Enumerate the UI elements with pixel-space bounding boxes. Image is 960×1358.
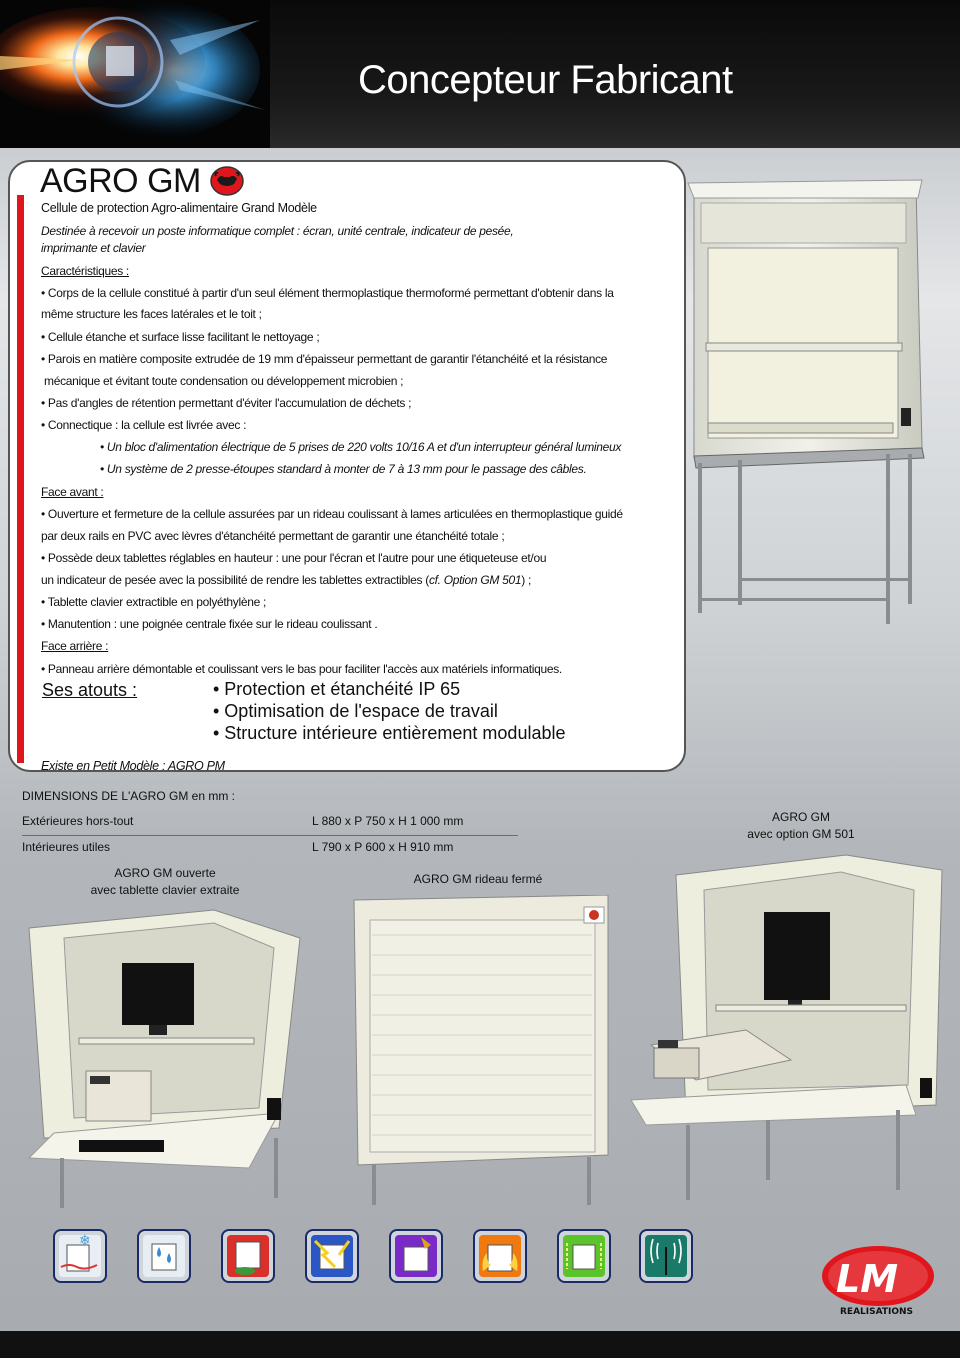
back-item: • Panneau arrière démontable et coulissant vers le bas pour faciliter l'accès aux matériels informatiques. bbox=[41, 662, 562, 676]
caption-option bbox=[720, 809, 882, 843]
cold-icon bbox=[53, 1229, 107, 1283]
bull-icon bbox=[210, 166, 244, 196]
characteristic-item: • Pas d'angles de rétention permettant d'éviter l'accumulation de déchets ; bbox=[41, 396, 412, 410]
caption-line: avec option GM 501 bbox=[747, 827, 855, 841]
front-item-text: un indicateur de pesée avec la possibilité de rendre les tablettes extractibles ( bbox=[41, 573, 429, 587]
atout-item: • Optimisation de l'espace de travail bbox=[213, 701, 498, 721]
connectivity-subitem: • Un bloc d'alimentation électrique de 5 prises de 220 volts 10/16 A et d'un interrupteur général lumineux bbox=[100, 440, 622, 454]
cabinet-photo-closed bbox=[352, 895, 614, 1205]
option-reference: cf. Option GM 501 bbox=[428, 573, 522, 587]
caption-open bbox=[60, 865, 270, 899]
antenna-icon bbox=[639, 1229, 693, 1283]
characteristic-item-cont: même structure les faces latérales et le toit ; bbox=[41, 307, 262, 321]
atout-item: • Structure intérieure entièrement modulable bbox=[213, 723, 566, 743]
water-icon bbox=[137, 1229, 191, 1283]
characteristic-item: • Connectique : la cellule est livrée avec : bbox=[41, 418, 247, 432]
caption-closed: AGRO GM rideau fermé bbox=[413, 872, 543, 886]
brand-sub: REALISATIONS bbox=[840, 1307, 914, 1316]
connectivity-subitem: • Un système de 2 presse-étoupes standard à monter de 7 à 13 mm pour le passage des câbles. bbox=[100, 462, 587, 476]
front-item: • Tablette clavier extractible en polyéthylène ; bbox=[41, 595, 267, 609]
svg-text:LM: LM bbox=[836, 1257, 899, 1301]
characteristic-item: • Corps de la cellule constitué à partir d'un seul élément thermoplastique thermoformé permettant d'obtenir dans la bbox=[41, 286, 614, 300]
product-name: AGRO GM bbox=[40, 162, 201, 200]
front-item-text: ) ; bbox=[521, 573, 531, 587]
meat-icon bbox=[221, 1229, 275, 1283]
dimension-label: Intérieures utiles bbox=[22, 840, 111, 854]
header-banner bbox=[0, 0, 960, 148]
fire-icon bbox=[473, 1229, 527, 1283]
small-model-note: Existe en Petit Modèle : AGRO PM bbox=[41, 759, 225, 773]
characteristic-item: • Parois en matière composite extrudée de 19 mm d'épaisseur permettant de garantir l'étanchéité et la résistance bbox=[41, 352, 608, 366]
lm-realisations-logo bbox=[818, 1244, 942, 1316]
characteristic-item: • Cellule étanche et surface lisse facilitant le nettoyage ; bbox=[41, 330, 320, 344]
cabinet-photo-main bbox=[686, 158, 944, 770]
burst-logo-icon bbox=[0, 0, 270, 148]
front-item-cont: par deux rails en PVC avec lèvres d'étanchéité permettant de garantir une étanchéité totale ; bbox=[41, 529, 505, 543]
cabinet-photo-open bbox=[24, 908, 304, 1208]
atouts-label: Ses atouts : bbox=[42, 680, 138, 700]
dimension-label: Extérieures hors-tout bbox=[22, 814, 134, 828]
cabinet-photo-option bbox=[626, 850, 946, 1205]
front-item: • Manutention : une poignée centrale fixée sur le rideau coulissant . bbox=[41, 617, 378, 631]
intro-text: Destinée à recevoir un poste informatique complet : écran, unité centrale, indicateur de pesée, bbox=[41, 224, 514, 238]
footer-bar bbox=[0, 1331, 960, 1358]
characteristic-item-cont: mécanique et évitant toute condensation ou développement microbien ; bbox=[44, 374, 404, 388]
shock-icon bbox=[305, 1229, 359, 1283]
svg-text:❄: ❄ bbox=[79, 1233, 91, 1249]
characteristics-heading: Caractéristiques : bbox=[41, 264, 129, 278]
front-item-cont bbox=[41, 572, 531, 588]
dimension-value: L 790 x P 600 x H 910 mm bbox=[312, 840, 454, 854]
caption-line: AGRO GM bbox=[771, 810, 830, 824]
caption-line: AGRO GM ouverte bbox=[114, 866, 216, 880]
front-item: • Ouverture et fermeture de la cellule assurées par un rideau coulissant à lames articulées en thermoplastique guidé bbox=[41, 507, 623, 521]
dimensions-heading: DIMENSIONS DE L'AGRO GM en mm : bbox=[22, 789, 235, 803]
intro-text-cont: imprimante et clavier bbox=[41, 241, 146, 255]
back-heading: Face arrière : bbox=[41, 639, 109, 653]
accent-bar bbox=[17, 195, 24, 763]
page-title: Concepteur Fabricant bbox=[358, 58, 733, 102]
dimension-value: L 880 x P 750 x H 1 000 mm bbox=[312, 814, 464, 828]
product-subtitle: Cellule de protection Agro-alimentaire Grand Modèle bbox=[41, 201, 317, 215]
impact-icon bbox=[389, 1229, 443, 1283]
front-heading: Face avant : bbox=[41, 485, 104, 499]
front-item: • Possède deux tablettes réglables en hauteur : une pour l'écran et l'autre pour une étiqueteuse et/ou bbox=[41, 551, 547, 565]
caption-line: avec tablette clavier extraite bbox=[90, 883, 240, 897]
dimension-divider bbox=[22, 835, 518, 836]
atout-item: • Protection et étanchéité IP 65 bbox=[213, 679, 461, 699]
vibration-icon bbox=[557, 1229, 611, 1283]
